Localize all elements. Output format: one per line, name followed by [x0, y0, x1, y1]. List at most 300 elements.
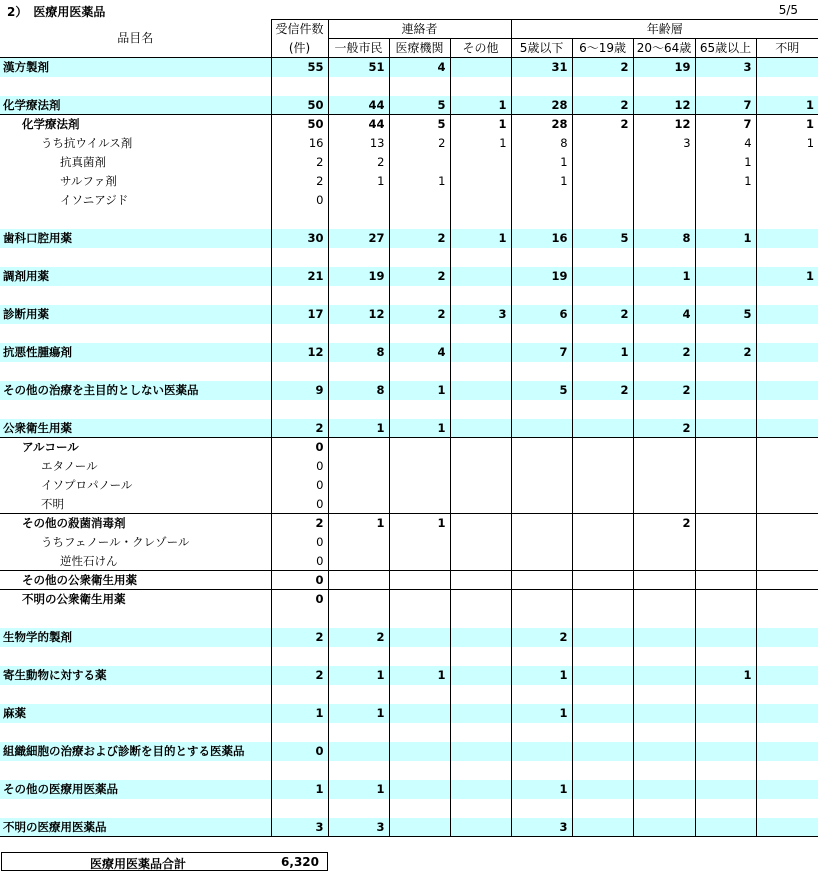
- item-name: [0, 723, 271, 742]
- count-cell: 2: [389, 134, 450, 153]
- table-row: [0, 590, 818, 609]
- item-name: うち抗ウイルス剤: [41, 136, 133, 150]
- count-cell: [450, 628, 511, 647]
- table-row: [0, 96, 818, 115]
- count-cell: [450, 723, 511, 742]
- count-cell: 2: [572, 58, 633, 77]
- count-cell: [756, 58, 818, 77]
- count-cell: [756, 343, 818, 362]
- count-cell: [572, 419, 633, 438]
- table-row: [0, 514, 818, 533]
- count-cell: [328, 742, 389, 761]
- count-cell: [450, 818, 511, 837]
- item-name: [0, 210, 271, 229]
- received-count-cell: 0: [271, 495, 328, 514]
- received-count-cell: 0: [271, 552, 328, 571]
- received-count-cell: 2: [271, 666, 328, 685]
- count-cell: [695, 742, 756, 761]
- count-cell: 2: [633, 419, 695, 438]
- count-cell: 2: [572, 381, 633, 400]
- header-contact: 連絡者: [328, 20, 511, 39]
- count-cell: [572, 210, 633, 229]
- count-cell: 19: [633, 58, 695, 77]
- count-cell: [633, 647, 695, 666]
- received-count-cell: [271, 324, 328, 343]
- table-row: [0, 153, 818, 172]
- count-cell: [450, 476, 511, 495]
- count-cell: [572, 552, 633, 571]
- count-cell: [633, 476, 695, 495]
- count-cell: [511, 799, 572, 818]
- count-cell: [572, 723, 633, 742]
- count-cell: 44: [328, 96, 389, 115]
- table-row: [0, 229, 818, 248]
- table-row: [0, 780, 818, 799]
- count-cell: [633, 495, 695, 514]
- received-count-cell: 50: [271, 96, 328, 115]
- count-cell: [633, 799, 695, 818]
- count-cell: 1: [572, 343, 633, 362]
- count-cell: [756, 77, 818, 96]
- count-cell: [572, 628, 633, 647]
- count-cell: [450, 457, 511, 476]
- count-cell: [450, 419, 511, 438]
- count-cell: [511, 324, 572, 343]
- count-cell: [756, 818, 818, 837]
- count-cell: [756, 761, 818, 780]
- count-cell: [756, 799, 818, 818]
- table-row: [0, 115, 818, 134]
- count-cell: 1: [328, 419, 389, 438]
- count-cell: [328, 324, 389, 343]
- count-cell: [389, 191, 450, 210]
- count-cell: [328, 77, 389, 96]
- count-cell: [450, 799, 511, 818]
- medicine-table: [0, 19, 818, 837]
- count-cell: [450, 552, 511, 571]
- count-cell: 1: [695, 666, 756, 685]
- count-cell: [450, 153, 511, 172]
- count-cell: [511, 286, 572, 305]
- header-item-name: 品目名: [0, 20, 271, 58]
- count-cell: 2: [633, 381, 695, 400]
- count-cell: [328, 533, 389, 552]
- count-cell: [511, 438, 572, 457]
- received-count-cell: 9: [271, 381, 328, 400]
- count-cell: [328, 552, 389, 571]
- spacer-row: [0, 761, 818, 780]
- count-cell: [756, 419, 818, 438]
- count-cell: [695, 210, 756, 229]
- count-cell: 1: [633, 267, 695, 286]
- count-cell: [695, 761, 756, 780]
- count-cell: [572, 476, 633, 495]
- item-name: 漢方製剤: [0, 58, 271, 77]
- count-cell: 1: [695, 229, 756, 248]
- count-cell: [572, 818, 633, 837]
- count-cell: 1: [328, 172, 389, 191]
- count-cell: [450, 400, 511, 419]
- count-cell: [756, 210, 818, 229]
- header-age-col: 65歳以上: [695, 39, 756, 58]
- count-cell: 16: [511, 229, 572, 248]
- count-cell: [756, 628, 818, 647]
- spacer-row: [0, 77, 818, 96]
- count-cell: 2: [572, 115, 633, 134]
- count-cell: [389, 723, 450, 742]
- count-cell: [695, 571, 756, 590]
- spacer-row: [0, 609, 818, 628]
- count-cell: [511, 761, 572, 780]
- count-cell: [450, 704, 511, 723]
- count-cell: [695, 552, 756, 571]
- count-cell: [756, 666, 818, 685]
- count-cell: [633, 286, 695, 305]
- spacer-row: [0, 210, 818, 229]
- count-cell: 8: [633, 229, 695, 248]
- spacer-row: [0, 685, 818, 704]
- item-name: [0, 761, 271, 780]
- header-contact-col: その他: [450, 39, 511, 58]
- grand-total-label: 医療用医薬品合計: [90, 857, 187, 871]
- count-cell: [450, 609, 511, 628]
- item-name: [0, 286, 271, 305]
- header-age-col: 不明: [756, 39, 818, 58]
- received-count-cell: [271, 609, 328, 628]
- received-count-cell: 1: [271, 780, 328, 799]
- count-cell: [756, 286, 818, 305]
- count-cell: [633, 77, 695, 96]
- count-cell: [695, 799, 756, 818]
- count-cell: [450, 666, 511, 685]
- count-cell: [572, 609, 633, 628]
- count-cell: [389, 362, 450, 381]
- count-cell: [756, 571, 818, 590]
- count-cell: [756, 533, 818, 552]
- received-count-cell: 50: [271, 115, 328, 134]
- page-header: [0, 0, 818, 19]
- count-cell: 7: [695, 115, 756, 134]
- count-cell: [695, 818, 756, 837]
- count-cell: [572, 685, 633, 704]
- count-cell: 1: [695, 172, 756, 191]
- count-cell: 13: [328, 134, 389, 153]
- count-cell: [511, 476, 572, 495]
- count-cell: [389, 704, 450, 723]
- count-cell: [695, 267, 756, 286]
- count-cell: [695, 381, 756, 400]
- count-cell: [756, 780, 818, 799]
- count-cell: 2: [633, 514, 695, 533]
- count-cell: 19: [328, 267, 389, 286]
- count-cell: 5: [511, 381, 572, 400]
- count-cell: 2: [572, 305, 633, 324]
- count-cell: 1: [695, 153, 756, 172]
- count-cell: [511, 590, 572, 609]
- count-cell: [328, 609, 389, 628]
- header-age: 年齢層: [511, 20, 818, 39]
- count-cell: [450, 381, 511, 400]
- count-cell: 1: [756, 267, 818, 286]
- count-cell: [450, 343, 511, 362]
- count-cell: [511, 552, 572, 571]
- count-cell: [756, 400, 818, 419]
- received-count-cell: 17: [271, 305, 328, 324]
- count-cell: [389, 438, 450, 457]
- count-cell: [572, 590, 633, 609]
- count-cell: [450, 210, 511, 229]
- table-row: [0, 476, 818, 495]
- count-cell: [328, 362, 389, 381]
- count-cell: 51: [328, 58, 389, 77]
- item-name: [0, 362, 271, 381]
- item-name: [0, 248, 271, 267]
- count-cell: [389, 780, 450, 799]
- count-cell: [450, 685, 511, 704]
- received-count-cell: [271, 799, 328, 818]
- count-cell: [756, 647, 818, 666]
- count-cell: [633, 666, 695, 685]
- received-count-cell: 0: [271, 191, 328, 210]
- count-cell: [695, 438, 756, 457]
- item-name: [0, 685, 271, 704]
- count-cell: [572, 324, 633, 343]
- count-cell: [756, 324, 818, 343]
- count-cell: [695, 685, 756, 704]
- item-name: 公衆衛生用薬: [0, 419, 271, 438]
- received-count-cell: 2: [271, 514, 328, 533]
- count-cell: [450, 438, 511, 457]
- count-cell: [511, 248, 572, 267]
- count-cell: 1: [511, 172, 572, 191]
- count-cell: 2: [389, 229, 450, 248]
- table-row: [0, 134, 818, 153]
- count-cell: [572, 666, 633, 685]
- count-cell: 1: [328, 666, 389, 685]
- header-contact-col: 医療機関: [389, 39, 450, 58]
- spacer-row: [0, 400, 818, 419]
- count-cell: 3: [695, 58, 756, 77]
- count-cell: 12: [633, 115, 695, 134]
- count-cell: [450, 362, 511, 381]
- count-cell: 19: [511, 267, 572, 286]
- count-cell: [572, 286, 633, 305]
- count-cell: 1: [450, 96, 511, 115]
- received-count-cell: 0: [271, 476, 328, 495]
- count-cell: [450, 324, 511, 343]
- count-cell: [633, 590, 695, 609]
- count-cell: [695, 191, 756, 210]
- count-cell: [450, 267, 511, 286]
- count-cell: [756, 704, 818, 723]
- count-cell: [572, 704, 633, 723]
- item-name: [0, 647, 271, 666]
- count-cell: [328, 286, 389, 305]
- item-name: 歯科口腔用薬: [0, 229, 271, 248]
- count-cell: 1: [511, 780, 572, 799]
- count-cell: [695, 495, 756, 514]
- count-cell: [633, 533, 695, 552]
- count-cell: [572, 267, 633, 286]
- count-cell: [633, 248, 695, 267]
- count-cell: [511, 571, 572, 590]
- count-cell: [389, 286, 450, 305]
- count-cell: [328, 457, 389, 476]
- count-cell: [572, 495, 633, 514]
- count-cell: [633, 191, 695, 210]
- count-cell: [633, 761, 695, 780]
- count-cell: 1: [389, 514, 450, 533]
- count-cell: [389, 590, 450, 609]
- count-cell: [572, 153, 633, 172]
- count-cell: [695, 514, 756, 533]
- count-cell: [450, 191, 511, 210]
- count-cell: [756, 457, 818, 476]
- item-name: その他の殺菌消毒剤: [0, 514, 271, 533]
- received-count-cell: 0: [271, 590, 328, 609]
- count-cell: [756, 305, 818, 324]
- received-count-cell: 3: [271, 818, 328, 837]
- count-cell: [756, 514, 818, 533]
- header-age-col: 20～64歳: [633, 39, 695, 58]
- received-count-cell: 2: [271, 628, 328, 647]
- received-count-cell: 0: [271, 457, 328, 476]
- item-name: 麻薬: [0, 704, 271, 723]
- count-cell: 1: [511, 153, 572, 172]
- count-cell: [389, 248, 450, 267]
- count-cell: [695, 780, 756, 799]
- spacer-row: [0, 286, 818, 305]
- count-cell: [572, 571, 633, 590]
- count-cell: 31: [511, 58, 572, 77]
- count-cell: [633, 780, 695, 799]
- count-cell: 1: [511, 704, 572, 723]
- count-cell: [389, 495, 450, 514]
- count-cell: [633, 628, 695, 647]
- count-cell: [389, 761, 450, 780]
- table-row: [0, 457, 818, 476]
- count-cell: [328, 400, 389, 419]
- table-row: [0, 742, 818, 761]
- count-cell: [572, 514, 633, 533]
- received-count-cell: 0: [271, 742, 328, 761]
- item-name: その他の医療用医薬品: [0, 780, 271, 799]
- count-cell: [328, 761, 389, 780]
- spacer-row: [0, 647, 818, 666]
- count-cell: [756, 476, 818, 495]
- count-cell: 28: [511, 96, 572, 115]
- count-cell: [572, 799, 633, 818]
- item-name: イソプロパノール: [41, 478, 133, 492]
- received-count-cell: 0: [271, 533, 328, 552]
- item-name: エタノール: [41, 459, 98, 473]
- received-count-cell: 30: [271, 229, 328, 248]
- table-row: [0, 172, 818, 191]
- item-name: [0, 324, 271, 343]
- count-cell: [511, 400, 572, 419]
- count-cell: 1: [389, 419, 450, 438]
- table-row: [0, 58, 818, 77]
- count-cell: [450, 590, 511, 609]
- count-cell: [756, 153, 818, 172]
- count-cell: [450, 780, 511, 799]
- count-cell: 5: [389, 115, 450, 134]
- count-cell: [450, 533, 511, 552]
- count-cell: [572, 780, 633, 799]
- table-row: [0, 571, 818, 590]
- item-name: 診断用薬: [0, 305, 271, 324]
- count-cell: 2: [389, 305, 450, 324]
- received-count-cell: [271, 362, 328, 381]
- count-cell: [328, 476, 389, 495]
- count-cell: 2: [389, 267, 450, 286]
- count-cell: 44: [328, 115, 389, 134]
- count-cell: [511, 210, 572, 229]
- count-cell: [450, 248, 511, 267]
- count-cell: [328, 647, 389, 666]
- count-cell: [572, 134, 633, 153]
- count-cell: [389, 799, 450, 818]
- count-cell: 4: [389, 343, 450, 362]
- count-cell: [756, 381, 818, 400]
- item-name: 不明: [41, 496, 64, 511]
- count-cell: [756, 248, 818, 267]
- item-name: 組織細胞の治療および診断を目的とする医薬品: [0, 742, 271, 761]
- count-cell: 28: [511, 115, 572, 134]
- received-count-cell: [271, 685, 328, 704]
- count-cell: [756, 438, 818, 457]
- count-cell: [511, 723, 572, 742]
- header-age-col: 6～19歳: [572, 39, 633, 58]
- table-row: [0, 666, 818, 685]
- count-cell: [511, 419, 572, 438]
- count-cell: [695, 533, 756, 552]
- count-cell: 1: [389, 172, 450, 191]
- count-cell: [756, 609, 818, 628]
- item-name: サルファ剤: [60, 174, 117, 188]
- item-name: その他の治療を主目的としない医薬品: [0, 381, 271, 400]
- count-cell: [389, 818, 450, 837]
- count-cell: [389, 457, 450, 476]
- count-cell: 3: [450, 305, 511, 324]
- received-count-cell: [271, 286, 328, 305]
- count-cell: [511, 609, 572, 628]
- received-count-cell: 0: [271, 571, 328, 590]
- count-cell: 1: [450, 229, 511, 248]
- header-contact-col: 一般市民: [328, 39, 389, 58]
- count-cell: 3: [328, 818, 389, 837]
- count-cell: 12: [633, 96, 695, 115]
- item-name: その他の公衆衛生用薬: [0, 571, 271, 590]
- count-cell: [511, 191, 572, 210]
- table-row: [0, 267, 818, 286]
- received-count-cell: 2: [271, 419, 328, 438]
- count-cell: 8: [328, 381, 389, 400]
- count-cell: [389, 742, 450, 761]
- received-count-cell: 12: [271, 343, 328, 362]
- count-cell: 1: [328, 704, 389, 723]
- item-name: うちフェノール・クレゾール: [41, 535, 190, 549]
- table-row: [0, 533, 818, 552]
- grand-total-value: 6,320: [281, 855, 319, 869]
- count-cell: [450, 571, 511, 590]
- count-cell: 1: [389, 666, 450, 685]
- count-cell: 8: [328, 343, 389, 362]
- page-title: 2） 医療用医薬品: [7, 5, 106, 19]
- item-name: [0, 400, 271, 419]
- count-cell: [511, 685, 572, 704]
- count-cell: [328, 571, 389, 590]
